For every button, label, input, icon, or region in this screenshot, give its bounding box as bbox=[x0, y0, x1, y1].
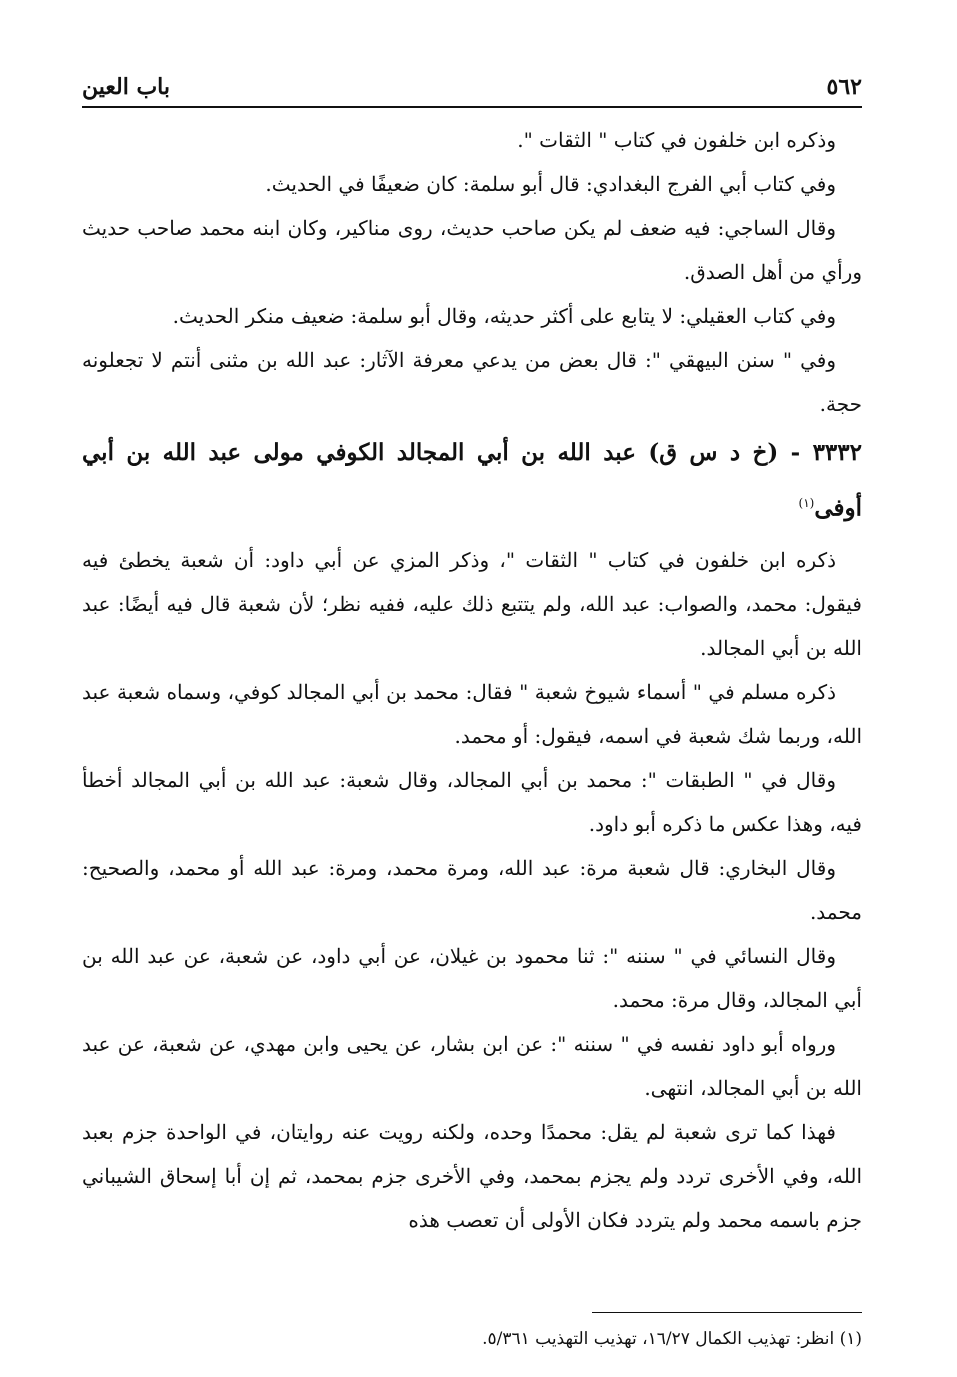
paragraph: ذكره ابن خلفون في كتاب " الثقات "، وذكر المزي عن أبي داود: أن شعبة يخطئ فيه فيقول: محمد، والصواب: عبد الله، ولم يتتبع ذلك عليه، ففيه نظر؛ لأن شعبة قال فيه أيضًا: عبد الله بن أبي المجالد. bbox=[82, 547, 862, 660]
footnote-marker: (١) bbox=[798, 496, 815, 510]
footnote: (١) انظر: تهذيب الكمال ١٦/٢٧، تهذيب التهذيب ٥/٣٦١. bbox=[482, 1329, 862, 1349]
chapter-title: باب العين bbox=[82, 74, 171, 100]
paragraph: وذكره ابن خلفون في كتاب " الثقات ". bbox=[517, 128, 836, 152]
paragraph: وفي كتاب العقيلي: لا يتابع على أكثر حديثه، وقال أبو سلمة: ضعيف منكر الحديث. bbox=[172, 304, 836, 328]
paragraph: ذكره مسلم في " أسماء شيوخ شعبة " فقال: محمد بن أبي المجالد كوفي، وسماه شعبة عبد الله، وربما شك شعبة في اسمه، فيقول: أو محمد. bbox=[82, 679, 862, 748]
paragraph: فهذا كما ترى شعبة لم يقل: محمدًا وحده، ولكنه رويت عنه روايتان، في الواحدة جزم بعبد الله، وفي الأخرى تردد ولم يجزم بمحمد، وفي الأخرى جزم بمحمد، ثم إن أبا إسحاق الشيباني جزم باسمه محمد ولم يتردد فكان الأولى أن تعصب هذه bbox=[82, 1119, 862, 1232]
main-text bbox=[82, 118, 862, 1242]
paragraph: وقال في " الطبقات ": محمد بن أبي المجالد، وقال شعبة: عبد الله بن أبي المجالد أخطأ فيه، وهذا عكس ما ذكره أبو داود. bbox=[82, 767, 862, 836]
entry-heading-text: ٣٣٣٢ - (خ د س ق) عبد الله بن أبي المجالد الكوفي مولى عبد الله بن أبي أوفى bbox=[82, 439, 862, 522]
paragraph: وقال البخاري: قال شعبة مرة: عبد الله، ومرة محمد، ومرة: عبد الله أو محمد، والصحيح: محمد. bbox=[82, 855, 862, 924]
page-number: ٥٦٢ bbox=[826, 74, 862, 100]
paragraph: وقال الساجي: فيه ضعف لم يكن صاحب حديث، روى مناكير، وكان ابنه محمد صاحب حديث ورأي من أهل الصدق. bbox=[82, 216, 862, 284]
document-page bbox=[82, 50, 862, 1350]
paragraph: وفي " سنن البيهقي ": قال بعض من يدعي معرفة الآثار: عبد الله بن مثنى أنتم لا تجعلونه حجة. bbox=[82, 348, 862, 416]
paragraph: وقال النسائي في " سننه ": ثنا محمود بن غيلان، عن أبي داود، عن شعبة، عن عبد الله بن أبي المجالد، وقال مرة: محمد. bbox=[82, 943, 862, 1012]
paragraph: ورواه أبو داود نفسه في " سننه ": عن ابن بشار، عن يحيى وابن مهدي، عن شعبة، عن عبد الله بن أبي المجالد، انتهى. bbox=[82, 1031, 862, 1100]
paragraph: وفي كتاب أبي الفرج البغدادي: قال أبو سلمة: كان ضعيفًا في الحديث. bbox=[265, 172, 836, 196]
footnote-divider bbox=[592, 1312, 862, 1313]
entry-heading bbox=[82, 428, 862, 534]
page-header bbox=[82, 60, 862, 108]
